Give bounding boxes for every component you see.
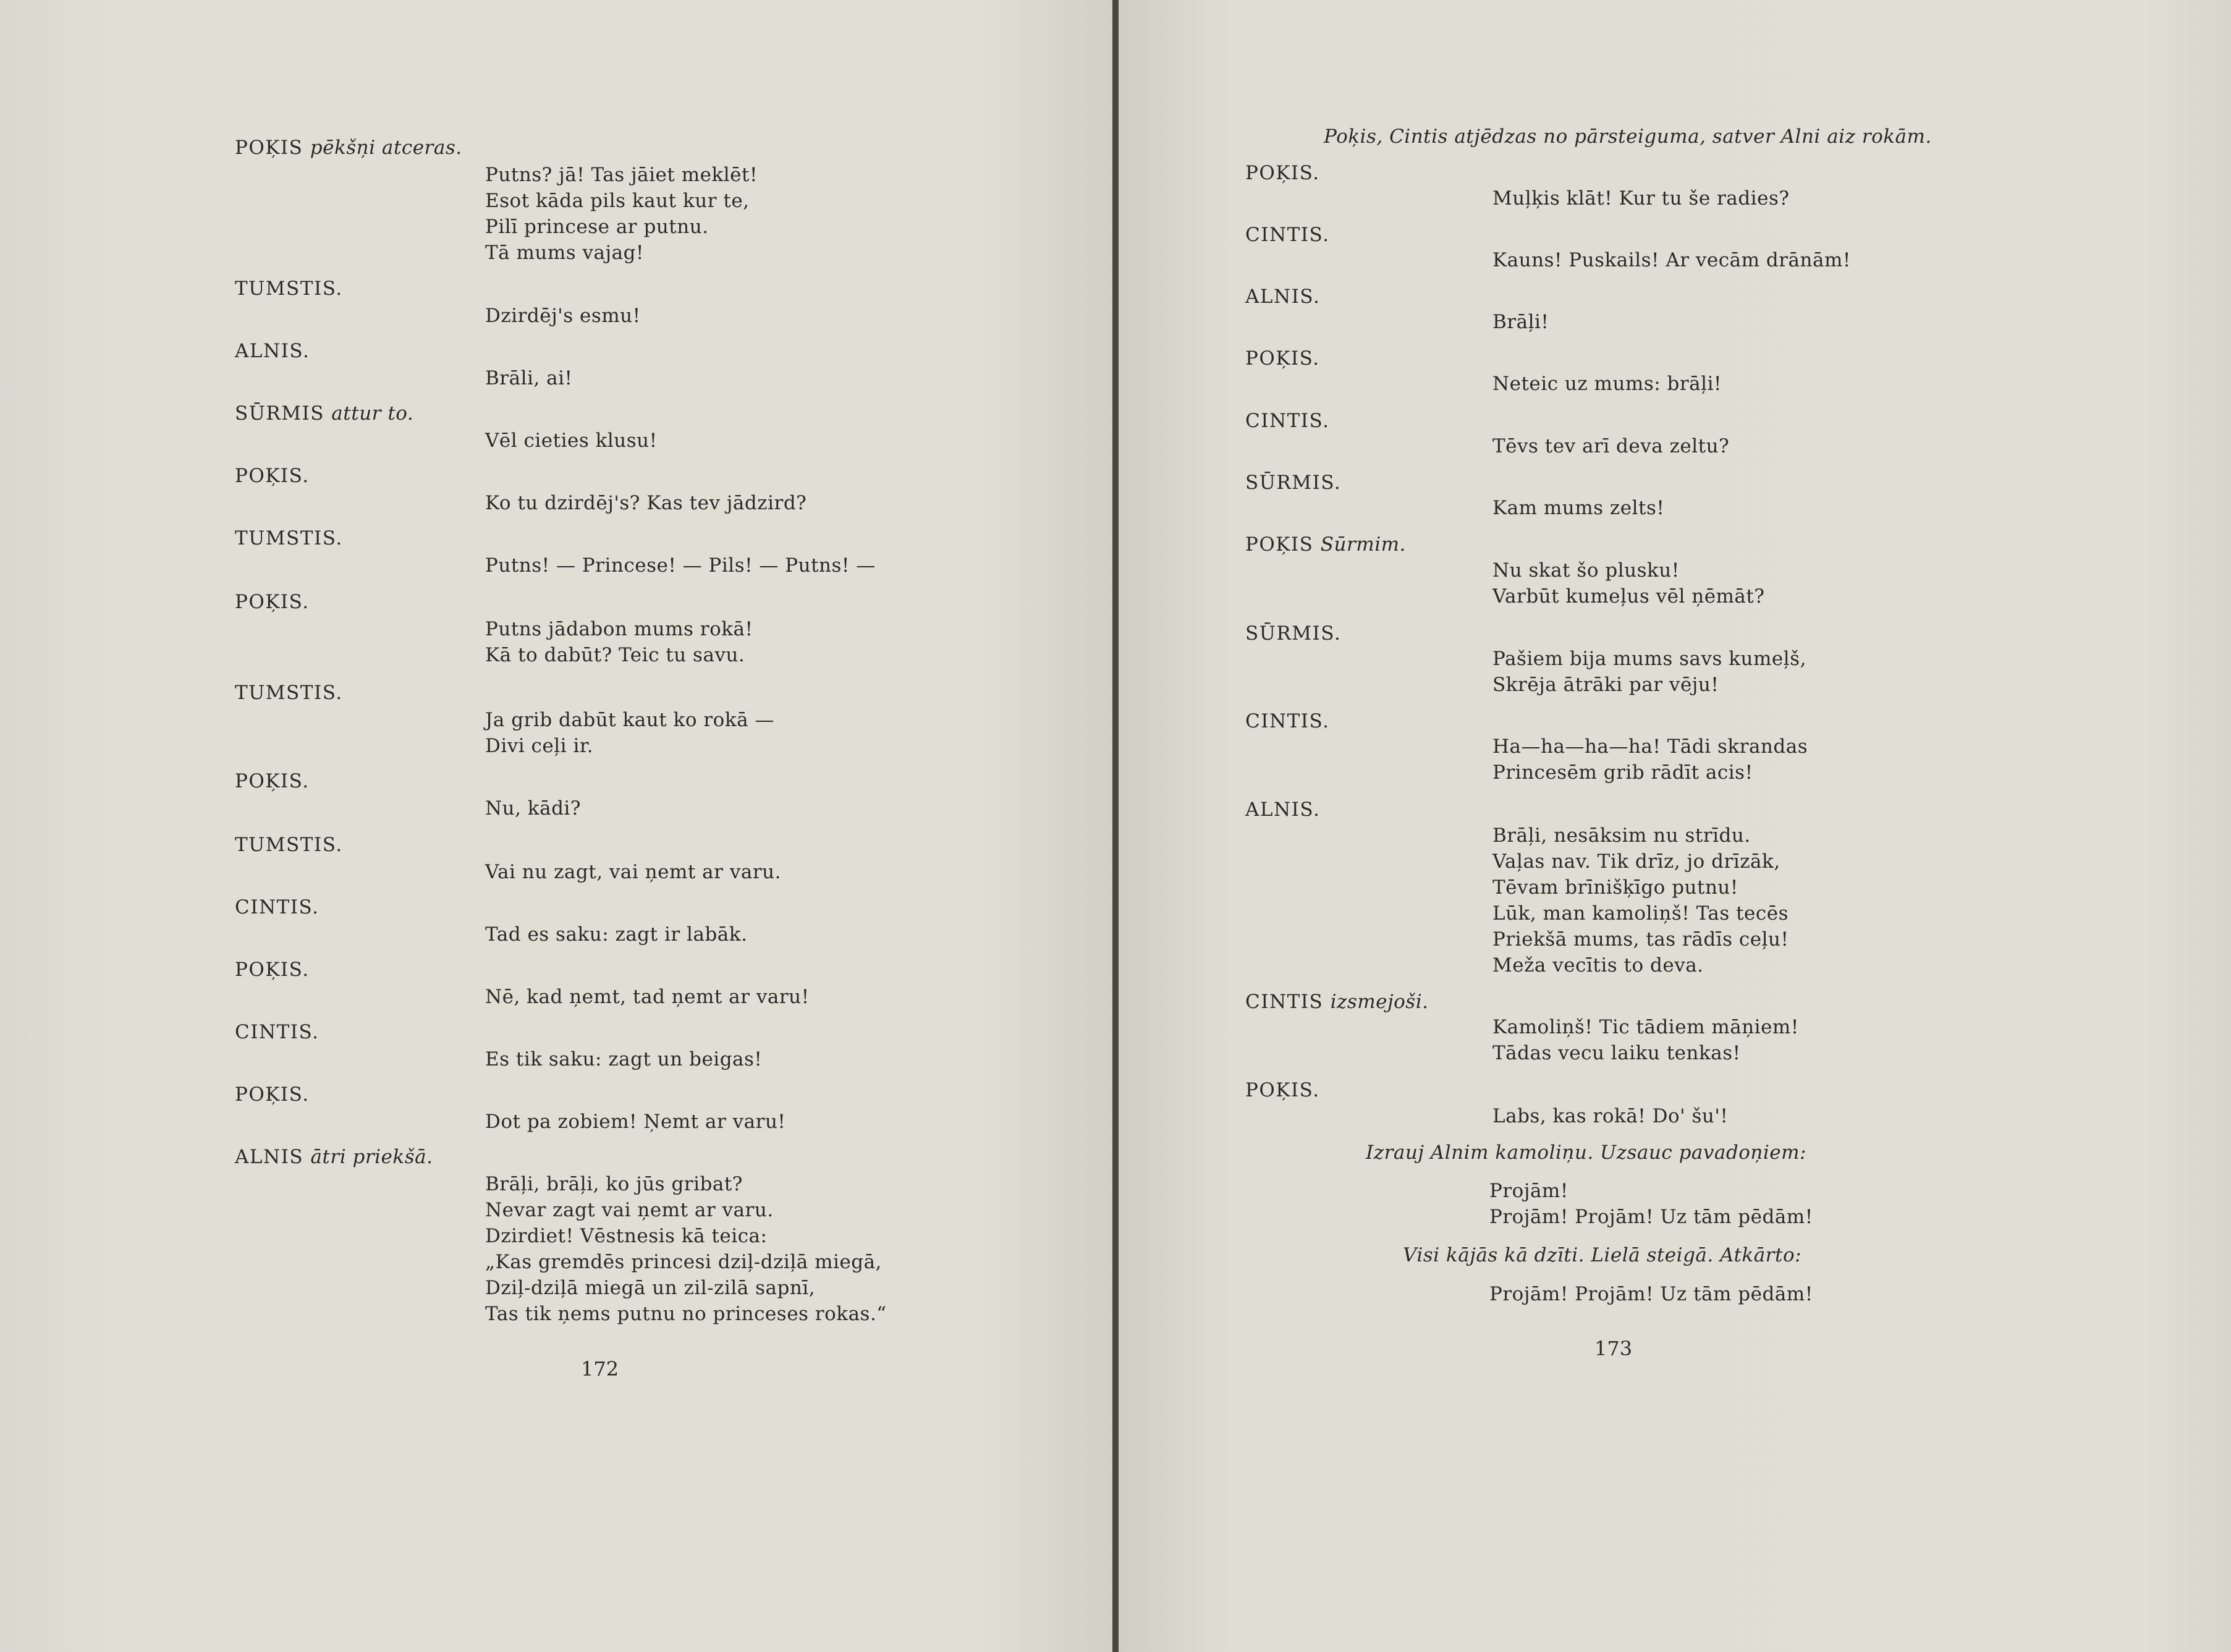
speaker-cue <box>235 894 320 920</box>
verse-line: Ko tu dzirdēj's? Kas tev jādzird? <box>485 492 807 514</box>
speaker-name: POĶIS. <box>1245 162 1320 184</box>
speaker-cue <box>235 1019 320 1045</box>
speaker-cue <box>1245 989 1428 1015</box>
speaker-cue <box>1245 532 1406 557</box>
verse-line: Nu, kādi? <box>485 797 581 820</box>
verse-line: Brāļi! <box>1492 311 1549 333</box>
speaker-cue <box>1245 797 1320 823</box>
speaker-cue <box>1245 345 1320 371</box>
speaker-cue <box>235 768 310 794</box>
book-gutter <box>1112 0 1119 1652</box>
speaker-direction: ātri priekšā. <box>310 1146 433 1168</box>
verse-line: Putns! — Princese! — Pils! — Putns! — <box>485 554 876 577</box>
verse-line: Muļķis klāt! Kur tu še radies? <box>1492 187 1790 210</box>
verse-line: Putns? jā! Tas jāiet meklēt! <box>485 164 758 186</box>
verse-line: „Kas gremdēs princesi dziļ-dziļā miegā, <box>485 1251 882 1273</box>
verse-line: Nevar zagt vai ņemt ar varu. <box>485 1199 774 1221</box>
speaker-direction: pēkšņi atceras. <box>310 137 462 159</box>
verse-line: Varbūt kumeļus vēl ņēmāt? <box>1492 585 1765 608</box>
verse-line: Projām! <box>1489 1180 1568 1202</box>
speaker-name: SŪRMIS. <box>1245 622 1342 645</box>
speaker-name: POĶIS. <box>235 770 310 792</box>
speaker-name: CINTIS <box>1245 991 1324 1013</box>
speaker-name: CINTIS. <box>1245 410 1330 432</box>
speaker-cue <box>235 525 343 551</box>
speaker-cue <box>1245 708 1330 734</box>
verse-line: Vēl cieties klusu! <box>485 430 658 452</box>
speaker-name: ALNIS. <box>235 340 310 362</box>
speaker-cue <box>1245 222 1330 248</box>
verse-line: Dot pa zobiem! Ņemt ar varu! <box>485 1111 786 1133</box>
speaker-name: ALNIS. <box>1245 798 1321 821</box>
verse-line: Brāļi, nesāksim nu strīdu. <box>1492 824 1751 847</box>
verse-line: Ja grib dabūt kaut ko rokā — <box>485 709 774 731</box>
verse-line: Tā mums vajag! <box>485 242 644 264</box>
speaker-name: ALNIS <box>235 1146 304 1168</box>
verse-line: Kā to dabūt? Teic tu savu. <box>485 644 745 666</box>
speaker-name: POĶIS. <box>235 465 310 487</box>
speaker-cue <box>1245 160 1320 186</box>
verse-line: Labs, kas rokā! Do' šu'! <box>1492 1105 1729 1127</box>
speaker-cue <box>235 957 310 983</box>
verse-line: Kamoliņš! Tic tādiem māņiem! <box>1492 1016 1799 1038</box>
stage-direction: Izrauj Alnim kamoliņu. Uzsauc pavadoņiem: <box>1366 1142 1806 1164</box>
speaker-name: TUMSTIS. <box>235 834 343 856</box>
speaker-direction: izsmejoši. <box>1330 991 1429 1013</box>
speaker-name: CINTIS. <box>235 896 320 918</box>
verse-line: Tas tik ņems putnu no princeses rokas.“ <box>485 1303 887 1325</box>
verse-line: Vai nu zagt, vai ņemt ar varu. <box>485 861 781 883</box>
verse-line: Neteic uz mums: brāļi! <box>1492 373 1722 395</box>
speaker-cue <box>1245 621 1341 646</box>
speaker-cue <box>235 1082 310 1108</box>
verse-line: Es tik saku: zagt un beigas! <box>485 1048 763 1070</box>
verse-line: Pašiem bija mums savs kumeļš, <box>1492 648 1806 670</box>
verse-line: Dzirdēj's esmu! <box>485 305 641 327</box>
verse-line: Priekšā mums, tas rādīs ceļu! <box>1492 928 1789 951</box>
verse-line: Brāli, ai! <box>485 367 573 389</box>
verse-line: Pilī princese ar putnu. <box>485 216 709 238</box>
speaker-name: TUMSTIS. <box>235 277 343 300</box>
speaker-name: ALNIS. <box>1245 286 1321 308</box>
speaker-cue <box>235 338 310 364</box>
speaker-direction: Sūrmim. <box>1320 533 1406 556</box>
verse-line: Brāļi, brāļi, ko jūs gribat? <box>485 1173 743 1195</box>
speaker-cue <box>235 832 343 858</box>
speaker-cue <box>235 463 310 489</box>
verse-line: Lūk, man kamoliņš! Tas tecēs <box>1492 902 1789 925</box>
speaker-name: POĶIS. <box>235 591 310 613</box>
speaker-name: POĶIS. <box>235 959 310 981</box>
verse-line: Projām! Projām! Uz tām pēdām! <box>1489 1206 1813 1228</box>
verse-line: Dzirdiet! Vēstnesis kā teica: <box>485 1225 768 1247</box>
speaker-name: POĶIS. <box>235 1083 310 1106</box>
speaker-cue <box>235 589 310 615</box>
verse-line: Tādas vecu laiku tenkas! <box>1492 1042 1741 1064</box>
page-number-left: 172 <box>581 1357 619 1381</box>
verse-line: Skrēja ātrāki par vēju! <box>1492 674 1719 696</box>
verse-line: Ha—ha—ha—ha! Tādi skrandas <box>1492 735 1808 758</box>
speaker-cue <box>1245 408 1330 434</box>
verse-line: Nu skat šo plusku! <box>1492 559 1680 582</box>
verse-line: Princesēm grib rādīt acis! <box>1492 761 1753 784</box>
verse-line: Tad es saku: zagt ir labāk. <box>485 923 748 946</box>
speaker-name: SŪRMIS. <box>1245 472 1342 494</box>
verse-line: Tēvam brīnišķīgo putnu! <box>1492 876 1738 899</box>
verse-line: Esot kāda pils kaut kur te, <box>485 190 750 212</box>
verse-line: Tēvs tev arī deva zeltu? <box>1492 435 1730 457</box>
verse-line: Dziļ-dziļā miegā un zil-zilā sapnī, <box>485 1277 816 1299</box>
verse-line: Meža vecītis to deva. <box>1492 954 1704 976</box>
speaker-cue <box>235 400 413 426</box>
speaker-cue <box>235 135 462 161</box>
speaker-cue <box>1245 1077 1320 1103</box>
verse-line: Vaļas nav. Tik drīz, jo drīzāk, <box>1492 850 1780 873</box>
verse-line: Projām! Projām! Uz tām pēdām! <box>1489 1283 1813 1305</box>
speaker-name: TUMSTIS. <box>235 527 343 549</box>
speaker-cue <box>1245 284 1320 310</box>
speaker-name: POĶIS <box>1245 533 1314 556</box>
verse-line: Kauns! Puskails! Ar vecām drānām! <box>1492 249 1851 271</box>
page-number-right: 173 <box>1594 1337 1633 1360</box>
speaker-name: POĶIS. <box>1245 1079 1320 1101</box>
verse-line: Divi ceļi ir. <box>485 735 594 757</box>
speaker-name: CINTIS. <box>1245 224 1330 246</box>
speaker-direction: attur to. <box>331 402 414 425</box>
stage-direction: Visi kājās kā dzīti. Lielā steigā. Atkārto: <box>1403 1244 1802 1266</box>
speaker-cue <box>235 1144 433 1170</box>
speaker-name: SŪRMIS <box>235 402 324 425</box>
speaker-cue <box>1245 470 1341 496</box>
speaker-cue <box>235 680 343 706</box>
speaker-name: CINTIS. <box>235 1021 320 1043</box>
speaker-name: POĶIS <box>235 137 303 159</box>
opening-stage-direction: Poķis, Cintis atjēdzas no pārsteiguma, satver Alni aiz rokām. <box>1324 125 1932 148</box>
verse-line: Nē, kad ņemt, tad ņemt ar varu! <box>485 986 810 1008</box>
speaker-name: TUMSTIS. <box>235 682 343 704</box>
left-page <box>0 0 1112 1652</box>
speaker-cue <box>235 276 343 302</box>
speaker-name: CINTIS. <box>1245 710 1330 732</box>
verse-line: Putns jādabon mums rokā! <box>485 618 753 640</box>
speaker-name: POĶIS. <box>1245 347 1320 370</box>
right-page <box>1119 0 2231 1652</box>
verse-line: Kam mums zelts! <box>1492 497 1665 519</box>
